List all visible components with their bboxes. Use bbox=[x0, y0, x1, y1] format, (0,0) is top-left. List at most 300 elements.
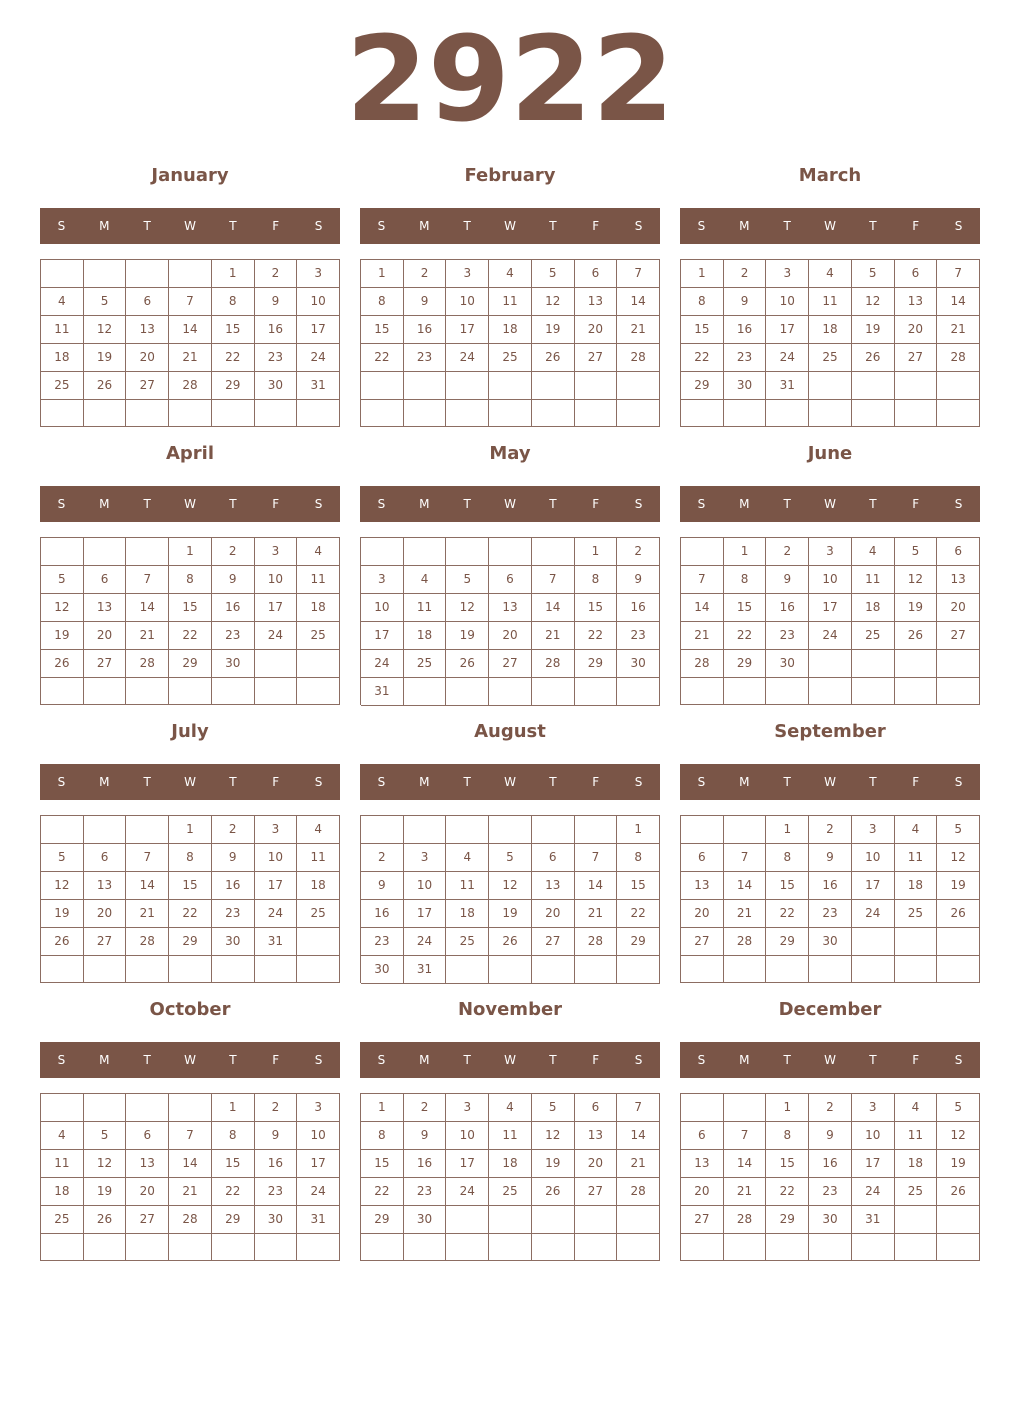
day-cell: 14 bbox=[126, 594, 169, 622]
day-cell: 15 bbox=[724, 594, 767, 622]
day-cell: 31 bbox=[766, 372, 809, 400]
day-cell: 31 bbox=[297, 372, 340, 400]
day-cell: 1 bbox=[575, 538, 618, 566]
day-cell: 18 bbox=[809, 316, 852, 344]
day-cell: 22 bbox=[681, 344, 724, 372]
empty-day-cell bbox=[126, 816, 169, 844]
day-cell: 20 bbox=[895, 316, 938, 344]
day-cell: 8 bbox=[575, 566, 618, 594]
empty-day-cell bbox=[766, 400, 809, 427]
day-cell: 10 bbox=[404, 872, 447, 900]
day-cell: 29 bbox=[617, 928, 660, 956]
day-cell: 7 bbox=[169, 1122, 212, 1150]
empty-day-cell bbox=[724, 1234, 767, 1261]
day-cell: 15 bbox=[681, 316, 724, 344]
day-cell: 21 bbox=[532, 622, 575, 650]
empty-day-cell bbox=[766, 1234, 809, 1261]
day-cell: 24 bbox=[446, 344, 489, 372]
empty-day-cell bbox=[895, 928, 938, 956]
day-grid bbox=[40, 259, 340, 427]
day-cell: 25 bbox=[41, 1206, 84, 1234]
day-cell: 5 bbox=[84, 1122, 127, 1150]
empty-day-cell bbox=[937, 400, 980, 427]
day-cell: 6 bbox=[937, 538, 980, 566]
day-cell: 10 bbox=[255, 844, 298, 872]
day-cell: 21 bbox=[681, 622, 724, 650]
day-cell: 8 bbox=[361, 1122, 404, 1150]
day-cell: 8 bbox=[169, 566, 212, 594]
empty-day-cell bbox=[724, 678, 767, 705]
weekday-label: S bbox=[697, 775, 706, 789]
day-cell: 9 bbox=[255, 1122, 298, 1150]
month-title: January bbox=[151, 165, 229, 186]
weekday-header bbox=[680, 486, 980, 522]
weekday-label: S bbox=[377, 497, 386, 511]
day-cell: 9 bbox=[724, 288, 767, 316]
day-cell: 11 bbox=[895, 844, 938, 872]
day-cell: 27 bbox=[126, 372, 169, 400]
day-cell: 13 bbox=[532, 872, 575, 900]
day-grid bbox=[40, 815, 340, 983]
day-cell: 25 bbox=[809, 344, 852, 372]
weekday-label: S bbox=[314, 1053, 323, 1067]
day-cell: 19 bbox=[489, 900, 532, 928]
day-cell: 5 bbox=[446, 566, 489, 594]
day-cell: 1 bbox=[169, 816, 212, 844]
day-cell: 20 bbox=[681, 1178, 724, 1206]
empty-day-cell bbox=[84, 1234, 127, 1261]
empty-day-cell bbox=[575, 1206, 618, 1234]
empty-day-cell bbox=[361, 1234, 404, 1261]
day-cell: 5 bbox=[937, 1094, 980, 1122]
day-cell: 4 bbox=[809, 260, 852, 288]
empty-day-cell bbox=[84, 956, 127, 983]
day-cell: 1 bbox=[361, 260, 404, 288]
day-cell: 19 bbox=[937, 1150, 980, 1178]
day-cell: 17 bbox=[446, 316, 489, 344]
day-cell: 21 bbox=[617, 316, 660, 344]
day-cell: 16 bbox=[212, 872, 255, 900]
day-grid bbox=[680, 815, 980, 983]
weekday-label: W bbox=[824, 219, 836, 233]
day-cell: 20 bbox=[681, 900, 724, 928]
weekday-label: T bbox=[549, 497, 557, 511]
day-cell: 29 bbox=[724, 650, 767, 678]
day-cell: 15 bbox=[361, 316, 404, 344]
empty-day-cell bbox=[41, 400, 84, 427]
day-cell: 30 bbox=[255, 372, 298, 400]
day-cell: 7 bbox=[126, 844, 169, 872]
day-cell: 10 bbox=[766, 288, 809, 316]
day-cell: 17 bbox=[297, 316, 340, 344]
day-cell: 13 bbox=[126, 316, 169, 344]
weekday-label: W bbox=[504, 1053, 516, 1067]
empty-day-cell bbox=[84, 400, 127, 427]
day-cell: 17 bbox=[766, 316, 809, 344]
day-cell: 4 bbox=[895, 1094, 938, 1122]
day-cell: 26 bbox=[532, 344, 575, 372]
weekday-label: F bbox=[272, 1053, 280, 1067]
day-cell: 16 bbox=[766, 594, 809, 622]
day-cell: 7 bbox=[681, 566, 724, 594]
day-cell: 11 bbox=[852, 566, 895, 594]
day-cell: 21 bbox=[169, 1178, 212, 1206]
empty-day-cell bbox=[404, 1234, 447, 1261]
day-cell: 15 bbox=[617, 872, 660, 900]
day-cell: 1 bbox=[681, 260, 724, 288]
empty-day-cell bbox=[489, 400, 532, 428]
weekday-label: F bbox=[912, 775, 920, 789]
weekday-label: T bbox=[783, 219, 791, 233]
day-cell: 22 bbox=[361, 1178, 404, 1206]
weekday-label: T bbox=[143, 1053, 151, 1067]
empty-day-cell bbox=[212, 400, 255, 427]
weekday-label: W bbox=[184, 497, 196, 511]
day-cell: 19 bbox=[446, 622, 489, 650]
empty-day-cell bbox=[532, 678, 575, 706]
empty-day-cell bbox=[126, 400, 169, 427]
day-cell: 12 bbox=[532, 1122, 575, 1150]
weekday-label: S bbox=[697, 1053, 706, 1067]
day-cell: 2 bbox=[766, 538, 809, 566]
day-cell: 22 bbox=[617, 900, 660, 928]
day-cell: 27 bbox=[895, 344, 938, 372]
day-cell: 27 bbox=[575, 1178, 618, 1206]
weekday-label: F bbox=[592, 219, 600, 233]
day-cell: 7 bbox=[169, 288, 212, 316]
empty-day-cell bbox=[297, 650, 340, 678]
weekday-label: W bbox=[184, 1053, 196, 1067]
day-cell: 29 bbox=[575, 650, 618, 678]
day-cell: 21 bbox=[126, 900, 169, 928]
empty-day-cell bbox=[297, 1234, 340, 1261]
day-cell: 19 bbox=[937, 872, 980, 900]
day-cell: 13 bbox=[575, 288, 618, 316]
weekday-label: F bbox=[912, 219, 920, 233]
day-cell: 6 bbox=[575, 260, 618, 288]
day-cell: 21 bbox=[126, 622, 169, 650]
day-cell: 24 bbox=[809, 622, 852, 650]
day-cell: 21 bbox=[617, 1150, 660, 1178]
empty-day-cell bbox=[169, 1094, 212, 1122]
empty-day-cell bbox=[446, 956, 489, 984]
empty-day-cell bbox=[84, 678, 127, 705]
day-cell: 14 bbox=[169, 1150, 212, 1178]
weekday-label: T bbox=[783, 497, 791, 511]
day-cell: 2 bbox=[404, 260, 447, 288]
weekday-label: S bbox=[954, 1053, 963, 1067]
day-cell: 28 bbox=[126, 650, 169, 678]
day-cell: 6 bbox=[532, 844, 575, 872]
empty-day-cell bbox=[852, 928, 895, 956]
day-cell: 11 bbox=[446, 872, 489, 900]
empty-day-cell bbox=[126, 1234, 169, 1261]
day-cell: 6 bbox=[489, 566, 532, 594]
empty-day-cell bbox=[532, 1206, 575, 1234]
weekday-label: T bbox=[229, 219, 237, 233]
day-cell: 28 bbox=[724, 1206, 767, 1234]
day-cell: 26 bbox=[852, 344, 895, 372]
empty-day-cell bbox=[809, 372, 852, 400]
empty-day-cell bbox=[724, 400, 767, 427]
day-cell: 7 bbox=[724, 844, 767, 872]
day-cell: 27 bbox=[84, 928, 127, 956]
day-cell: 3 bbox=[766, 260, 809, 288]
empty-day-cell bbox=[446, 372, 489, 400]
weekday-label: S bbox=[377, 775, 386, 789]
day-cell: 12 bbox=[852, 288, 895, 316]
day-cell: 16 bbox=[361, 900, 404, 928]
day-cell: 23 bbox=[361, 928, 404, 956]
day-cell: 27 bbox=[126, 1206, 169, 1234]
weekday-label: S bbox=[634, 1053, 643, 1067]
day-grid bbox=[680, 537, 980, 705]
weekday-label: T bbox=[869, 497, 877, 511]
empty-day-cell bbox=[681, 538, 724, 566]
day-cell: 4 bbox=[852, 538, 895, 566]
empty-day-cell bbox=[809, 400, 852, 427]
empty-day-cell bbox=[126, 260, 169, 288]
weekday-header bbox=[360, 486, 660, 522]
day-cell: 25 bbox=[895, 900, 938, 928]
day-cell: 15 bbox=[361, 1150, 404, 1178]
day-cell: 27 bbox=[489, 650, 532, 678]
day-cell: 28 bbox=[937, 344, 980, 372]
day-cell: 12 bbox=[84, 316, 127, 344]
day-cell: 12 bbox=[84, 1150, 127, 1178]
day-cell: 10 bbox=[446, 1122, 489, 1150]
weekday-label: T bbox=[463, 497, 471, 511]
day-cell: 26 bbox=[84, 1206, 127, 1234]
day-cell: 9 bbox=[255, 288, 298, 316]
day-cell: 25 bbox=[852, 622, 895, 650]
day-cell: 28 bbox=[575, 928, 618, 956]
day-cell: 6 bbox=[84, 566, 127, 594]
day-cell: 25 bbox=[895, 1178, 938, 1206]
day-cell: 31 bbox=[852, 1206, 895, 1234]
empty-day-cell bbox=[681, 956, 724, 983]
month-title: February bbox=[464, 165, 556, 186]
day-cell: 28 bbox=[169, 372, 212, 400]
weekday-label: S bbox=[377, 219, 386, 233]
day-cell: 2 bbox=[255, 260, 298, 288]
weekday-label: F bbox=[592, 497, 600, 511]
day-cell: 3 bbox=[255, 538, 298, 566]
empty-day-cell bbox=[297, 400, 340, 427]
empty-day-cell bbox=[617, 956, 660, 984]
empty-day-cell bbox=[937, 1234, 980, 1261]
day-cell: 17 bbox=[852, 872, 895, 900]
empty-day-cell bbox=[937, 372, 980, 400]
day-cell: 17 bbox=[446, 1150, 489, 1178]
empty-day-cell bbox=[489, 372, 532, 400]
day-cell: 4 bbox=[41, 1122, 84, 1150]
day-cell: 6 bbox=[126, 288, 169, 316]
empty-day-cell bbox=[212, 956, 255, 983]
day-grid bbox=[360, 815, 660, 983]
day-cell: 19 bbox=[41, 622, 84, 650]
day-cell: 23 bbox=[255, 344, 298, 372]
day-cell: 5 bbox=[937, 816, 980, 844]
empty-day-cell bbox=[41, 956, 84, 983]
weekday-label: S bbox=[57, 219, 66, 233]
day-cell: 4 bbox=[489, 1094, 532, 1122]
day-cell: 27 bbox=[681, 928, 724, 956]
empty-day-cell bbox=[617, 372, 660, 400]
empty-day-cell bbox=[895, 1206, 938, 1234]
day-cell: 13 bbox=[937, 566, 980, 594]
month-title: September bbox=[774, 721, 886, 742]
day-cell: 15 bbox=[575, 594, 618, 622]
day-cell: 21 bbox=[937, 316, 980, 344]
month-title: June bbox=[807, 443, 853, 464]
empty-day-cell bbox=[41, 538, 84, 566]
empty-day-cell bbox=[489, 956, 532, 984]
weekday-label: T bbox=[783, 775, 791, 789]
empty-day-cell bbox=[297, 928, 340, 956]
day-cell: 25 bbox=[489, 344, 532, 372]
day-cell: 12 bbox=[937, 844, 980, 872]
empty-day-cell bbox=[169, 956, 212, 983]
day-cell: 22 bbox=[766, 1178, 809, 1206]
weekday-label: T bbox=[869, 219, 877, 233]
day-cell: 5 bbox=[532, 260, 575, 288]
day-cell: 8 bbox=[617, 844, 660, 872]
day-cell: 22 bbox=[361, 344, 404, 372]
day-cell: 24 bbox=[852, 1178, 895, 1206]
weekday-label: S bbox=[57, 497, 66, 511]
day-cell: 6 bbox=[575, 1094, 618, 1122]
day-cell: 29 bbox=[212, 1206, 255, 1234]
day-cell: 26 bbox=[41, 928, 84, 956]
day-cell: 17 bbox=[255, 594, 298, 622]
day-cell: 4 bbox=[404, 566, 447, 594]
month-title: August bbox=[474, 721, 546, 742]
day-cell: 27 bbox=[532, 928, 575, 956]
weekday-label: M bbox=[99, 219, 110, 233]
day-cell: 8 bbox=[169, 844, 212, 872]
weekday-label: W bbox=[184, 219, 196, 233]
month-title: April bbox=[165, 443, 215, 464]
weekday-label: M bbox=[99, 1053, 110, 1067]
weekday-label: W bbox=[504, 775, 516, 789]
empty-day-cell bbox=[681, 400, 724, 427]
day-cell: 4 bbox=[297, 538, 340, 566]
weekday-label: W bbox=[824, 1053, 836, 1067]
day-cell: 10 bbox=[852, 844, 895, 872]
empty-day-cell bbox=[361, 816, 404, 844]
day-cell: 18 bbox=[41, 1178, 84, 1206]
empty-day-cell bbox=[361, 372, 404, 400]
day-cell: 13 bbox=[575, 1122, 618, 1150]
empty-day-cell bbox=[895, 1234, 938, 1261]
day-cell: 25 bbox=[446, 928, 489, 956]
day-cell: 28 bbox=[617, 344, 660, 372]
day-cell: 29 bbox=[361, 1206, 404, 1234]
weekday-label: T bbox=[229, 1053, 237, 1067]
weekday-label: T bbox=[549, 219, 557, 233]
day-cell: 11 bbox=[41, 1150, 84, 1178]
weekday-label: S bbox=[697, 219, 706, 233]
weekday-header bbox=[40, 764, 340, 800]
day-cell: 11 bbox=[297, 566, 340, 594]
day-cell: 18 bbox=[297, 594, 340, 622]
day-cell: 1 bbox=[766, 816, 809, 844]
day-cell: 25 bbox=[41, 372, 84, 400]
day-cell: 3 bbox=[852, 1094, 895, 1122]
empty-day-cell bbox=[489, 1234, 532, 1261]
day-cell: 18 bbox=[446, 900, 489, 928]
day-cell: 18 bbox=[41, 344, 84, 372]
empty-day-cell bbox=[852, 372, 895, 400]
day-cell: 6 bbox=[681, 844, 724, 872]
empty-day-cell bbox=[446, 1206, 489, 1234]
day-cell: 14 bbox=[169, 316, 212, 344]
empty-day-cell bbox=[724, 816, 767, 844]
empty-day-cell bbox=[169, 400, 212, 427]
empty-day-cell bbox=[446, 1234, 489, 1261]
day-cell: 23 bbox=[212, 622, 255, 650]
day-cell: 13 bbox=[84, 872, 127, 900]
empty-day-cell bbox=[937, 650, 980, 678]
day-cell: 1 bbox=[361, 1094, 404, 1122]
day-cell: 30 bbox=[766, 650, 809, 678]
empty-day-cell bbox=[852, 678, 895, 705]
day-cell: 16 bbox=[809, 1150, 852, 1178]
weekday-header bbox=[40, 486, 340, 522]
day-cell: 27 bbox=[937, 622, 980, 650]
day-cell: 27 bbox=[84, 650, 127, 678]
day-cell: 1 bbox=[766, 1094, 809, 1122]
weekday-label: M bbox=[419, 497, 430, 511]
day-cell: 30 bbox=[809, 1206, 852, 1234]
day-cell: 5 bbox=[41, 844, 84, 872]
day-cell: 26 bbox=[489, 928, 532, 956]
day-cell: 8 bbox=[681, 288, 724, 316]
day-cell: 18 bbox=[404, 622, 447, 650]
day-cell: 20 bbox=[532, 900, 575, 928]
day-cell: 31 bbox=[404, 956, 447, 984]
weekday-label: S bbox=[57, 1053, 66, 1067]
empty-day-cell bbox=[404, 816, 447, 844]
day-cell: 20 bbox=[937, 594, 980, 622]
weekday-label: T bbox=[143, 219, 151, 233]
day-cell: 30 bbox=[361, 956, 404, 984]
weekday-header bbox=[360, 208, 660, 244]
day-cell: 8 bbox=[766, 1122, 809, 1150]
empty-day-cell bbox=[895, 650, 938, 678]
day-cell: 14 bbox=[681, 594, 724, 622]
day-cell: 14 bbox=[617, 1122, 660, 1150]
day-cell: 29 bbox=[169, 928, 212, 956]
empty-day-cell bbox=[937, 1206, 980, 1234]
day-cell: 26 bbox=[937, 900, 980, 928]
day-cell: 10 bbox=[809, 566, 852, 594]
weekday-label: T bbox=[463, 775, 471, 789]
weekday-label: S bbox=[697, 497, 706, 511]
weekday-label: F bbox=[272, 775, 280, 789]
empty-day-cell bbox=[41, 260, 84, 288]
weekday-header bbox=[680, 764, 980, 800]
empty-day-cell bbox=[617, 1234, 660, 1261]
day-cell: 22 bbox=[575, 622, 618, 650]
day-cell: 17 bbox=[297, 1150, 340, 1178]
day-cell: 25 bbox=[489, 1178, 532, 1206]
empty-day-cell bbox=[169, 1234, 212, 1261]
empty-day-cell bbox=[809, 956, 852, 983]
day-cell: 23 bbox=[404, 1178, 447, 1206]
weekday-label: F bbox=[592, 1053, 600, 1067]
